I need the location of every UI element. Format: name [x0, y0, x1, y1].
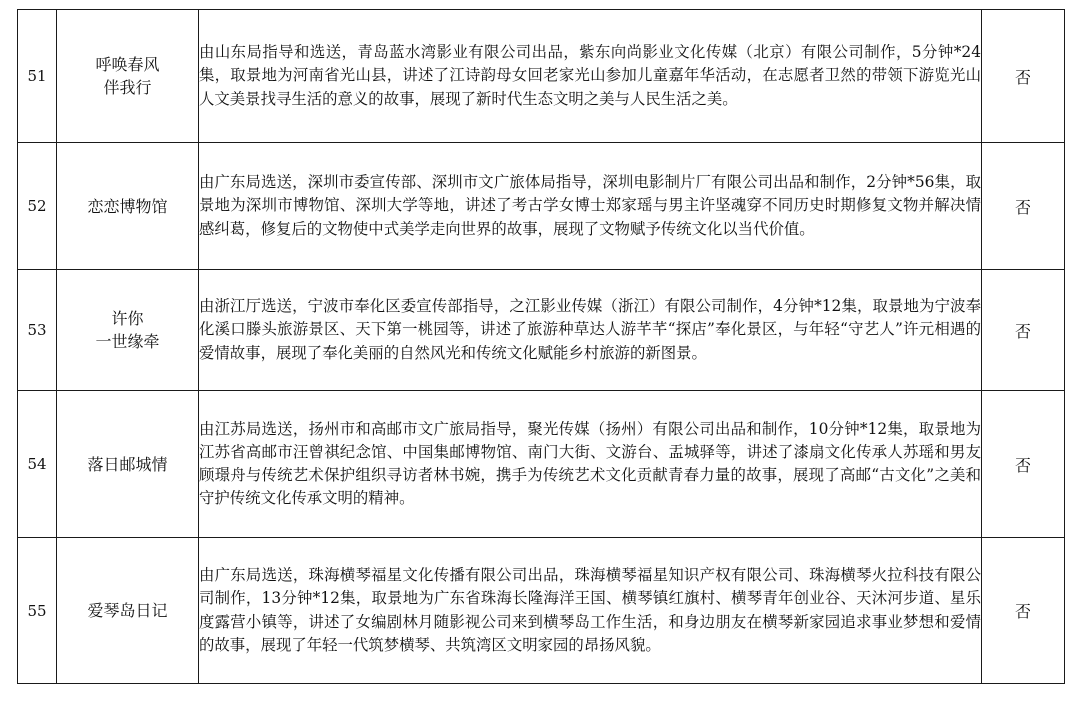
- program-table: [17, 9, 1065, 684]
- program-description: 由浙江厅选送，宁波市奉化区委宣传部指导，之江影业传媒（浙江）有限公司制作，4分钟*12集，取景地为宁波奉化溪口滕头旅游景区、天下第一桃园等，讲述了旅游种草达人游芊芊“探店”奉化景区，与年轻“守艺人”许元相遇的爱情故事，展现了奉化美丽的自然风光和传统文化赋能乡村旅游的新图景。: [199, 270, 982, 391]
- program-title-line: 落日邮城情: [87, 454, 168, 474]
- program-title-line: 爱琴岛日记: [87, 601, 168, 620]
- flag-cell: 否: [982, 143, 1065, 270]
- row-number: 54: [18, 391, 57, 538]
- table-row: [18, 538, 1065, 684]
- program-title: [57, 10, 199, 143]
- row-number: 52: [18, 143, 57, 270]
- program-title: [57, 391, 199, 538]
- program-description: 由江苏局选送，扬州市和高邮市文广旅局指导，聚光传媒（扬州）有限公司出品和制作，10分钟*12集，取景地为江苏省高邮市汪曾祺纪念馆、中国集邮博物馆、南门大街、文游台、盂城驿等，讲述了漆扇文化传承人苏瑶和男友顾璟舟与传统艺术保护组织寻访者林书婉，携手为传统艺术文化贡献青春力量的故事，展现了高邮“古文化”之美和守护传统文化传承文明的精神。: [199, 391, 982, 538]
- flag-cell: 否: [982, 10, 1065, 143]
- program-title: [57, 538, 199, 684]
- program-title-line: 许你: [111, 309, 144, 328]
- program-title-line: 恋恋博物馆: [87, 196, 168, 216]
- program-title-line: 伴我行: [103, 78, 152, 97]
- program-title-line: 一世缘牵: [95, 332, 160, 351]
- table-row: [18, 143, 1065, 270]
- table-row: [18, 391, 1065, 538]
- program-description: 由广东局选送，珠海横琴福星文化传播有限公司出品，珠海横琴福星知识产权有限公司、珠海横琴火拉科技有限公司制作，13分钟*12集，取景地为广东省珠海长隆海洋王国、横琴镇红旗村、横琴青年创业谷、天沐河步道、星乐度露营小镇等，讲述了女编剧林月随影视公司来到横琴岛工作生活，和身边朋友在横琴新家园追求事业梦想和爱情的故事，展现了年轻一代筑梦横琴、共筑湾区文明家园的昂扬风貌。: [199, 538, 982, 684]
- program-description: 由山东局指导和选送，青岛蓝水湾影业有限公司出品，紫东向尚影业文化传媒（北京）有限公司制作，5分钟*24集，取景地为河南省光山县，讲述了江诗韵母女回老家光山参加儿童嘉年华活动，在志愿者卫然的带领下游览光山人文美景找寻生活的意义的故事，展现了新时代生态文明之美与人民生活之美。: [199, 10, 982, 143]
- row-number: 51: [18, 10, 57, 143]
- program-title: [57, 270, 199, 391]
- flag-cell: 否: [982, 538, 1065, 684]
- row-number: 55: [18, 538, 57, 684]
- row-number: 53: [18, 270, 57, 391]
- program-description: 由广东局选送，深圳市委宣传部、深圳市文广旅体局指导，深圳电影制片厂有限公司出品和制作，2分钟*56集，取景地为深圳市博物馆、深圳大学等地，讲述了考古学女博士郑家瑶与男主许坚魂穿不同历史时期修复文物并解决情感纠葛，修复后的文物使中式美学走向世界的故事，展现了文物赋予传统文化以当代价值。: [199, 143, 982, 270]
- program-title-line: 呼唤春风: [95, 55, 160, 74]
- flag-cell: 否: [982, 391, 1065, 538]
- table-row: [18, 10, 1065, 143]
- table-row: [18, 270, 1065, 391]
- flag-cell: 否: [982, 270, 1065, 391]
- program-title: [57, 143, 199, 270]
